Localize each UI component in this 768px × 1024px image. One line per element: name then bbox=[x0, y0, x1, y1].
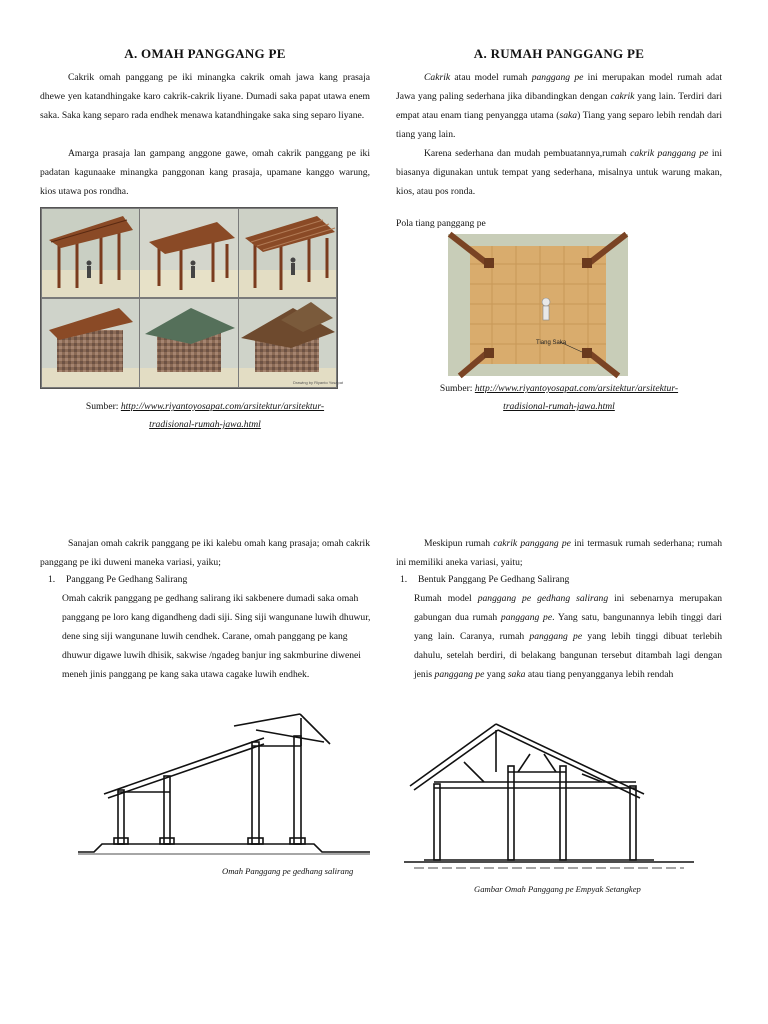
pola-tiang-label: Pola tiang panggang pe bbox=[396, 218, 486, 229]
left-source-caption: Sumber: http://www.riyantoyosapat.com/arsitektur/arsitektur- tradisional-rumah-jawa.html bbox=[85, 401, 325, 430]
left-list-item-heading: 1. Panggang Pe Gedhang Salirang bbox=[48, 574, 188, 585]
left-paragraph-1: Cakrik omah panggang pe iki minangka cakrik omah jawa kang prasaja dhewe yen katandhingake karo cakrik-cakrik liyane. Dumadi saka papat utawa enem saka. Saka kang separo rada endhek menawa katandhingake saka sing separo liyane. bbox=[40, 72, 370, 121]
empyak-setangkep-drawing bbox=[404, 714, 704, 874]
column-plan-illustration bbox=[448, 234, 628, 376]
house-photos-illustration bbox=[41, 208, 344, 388]
left-paragraph-2: Amarga prasaja lan gampang anggone gawe, omah cakrik panggang pe iki padatan kagunaake minangka panggonan kang prasaja, upamane kanggo warung, kios utawa pos rondha. bbox=[40, 148, 370, 197]
left-paragraph-3: Sanajan omah cakrik panggang pe iki kalebu omah kang prasaja; omah cakrik panggang pe iki duweni maneka variasi, yaiku; bbox=[40, 538, 370, 568]
gedhang-salirang-drawing bbox=[74, 712, 374, 857]
right-figure-caption: Gambar Omah Panggang pe Empyak Setangkep bbox=[474, 884, 641, 894]
svg-text:Drawing by Riyanto Yosapat: Drawing by Riyanto Yosapat bbox=[293, 380, 344, 385]
left-column bbox=[40, 0, 370, 1024]
right-paragraph-2: Karena sederhana dan mudah pembuatannya,rumah cakrik panggang pe ini biasanya digunakan untuk tempat yang sederhana, misalnya untuk warung makan, kios, atau pos ronda. bbox=[396, 148, 722, 197]
right-source-caption: Sumber: http://www.riyantoyosapat.com/arsitektur/arsitektur- tradisional-rumah-jawa.html bbox=[439, 383, 679, 412]
left-source-link[interactable]: http://www.riyantoyosapat.com/arsitektur/arsitektur- bbox=[120, 401, 325, 412]
right-column bbox=[396, 0, 722, 1024]
right-list-item-heading: 1. Bentuk Panggang Pe Gedhang Salirang bbox=[400, 574, 570, 585]
right-source-link-cont[interactable]: tradisional-rumah-jawa.html bbox=[503, 401, 615, 412]
left-title: A. OMAH PANGGANG PE bbox=[124, 46, 286, 61]
left-list-item-body: Omah cakrik panggang pe gedhang salirang iki sakbenere dumadi saka omah panggang pe loro kang digandheng dadi siji. Sing siji wangunane luwih dhuwur, dene sing siji wangunane luwih cendhek. Carane, omah panggang pe kang dhuwur digawe luwih dhisik, sakwise /ngadeg banjur ing sakmburine diwenei meneh jinis panggang pe kang saka utawa cagake luwih endhek. bbox=[62, 593, 371, 680]
left-source-link-cont[interactable]: tradisional-rumah-jawa.html bbox=[149, 419, 261, 430]
tiang-saka-label: Tiang Saka bbox=[536, 340, 567, 346]
left-figure-caption: Omah Panggang pe gedhang salirang bbox=[222, 866, 354, 876]
right-paragraph-3: Meskipun rumah cakrik panggang pe ini termasuk rumah sederhana; rumah ini memiliki aneka variasi, yaitu; bbox=[396, 538, 723, 568]
right-list-item-body: Rumah model panggang pe gedhang salirang ini sebenarnya merupakan gabungan dua rumah panggang pe. Yang satu, bangunannya lebih tinggi dari yang lain. Caranya, rumah panggang pe yang lebih tinggi dibuat terlebih dahulu, setelah berdiri, di belakang bangunan tersebut ditambah lagi dengan jenis panggang pe yang saka atau tiang penyangganya lebih rendah bbox=[414, 593, 722, 680]
house-photo-grid bbox=[40, 207, 344, 389]
right-source-link[interactable]: http://www.riyantoyosapat.com/arsitektur/arsitektur- bbox=[474, 383, 679, 394]
right-title: A. RUMAH PANGGANG PE bbox=[473, 46, 645, 61]
right-paragraph-1: Cakrik atau model rumah panggang pe ini merupakan model rumah adat Jawa yang paling sederhana jika dibandingkan dengan cakrik yang lain. Terdiri dari empat atau enam tiang penyangga utama (saka) Tiang yang separo lebih rendah dari tiang yang lain. bbox=[396, 72, 722, 140]
